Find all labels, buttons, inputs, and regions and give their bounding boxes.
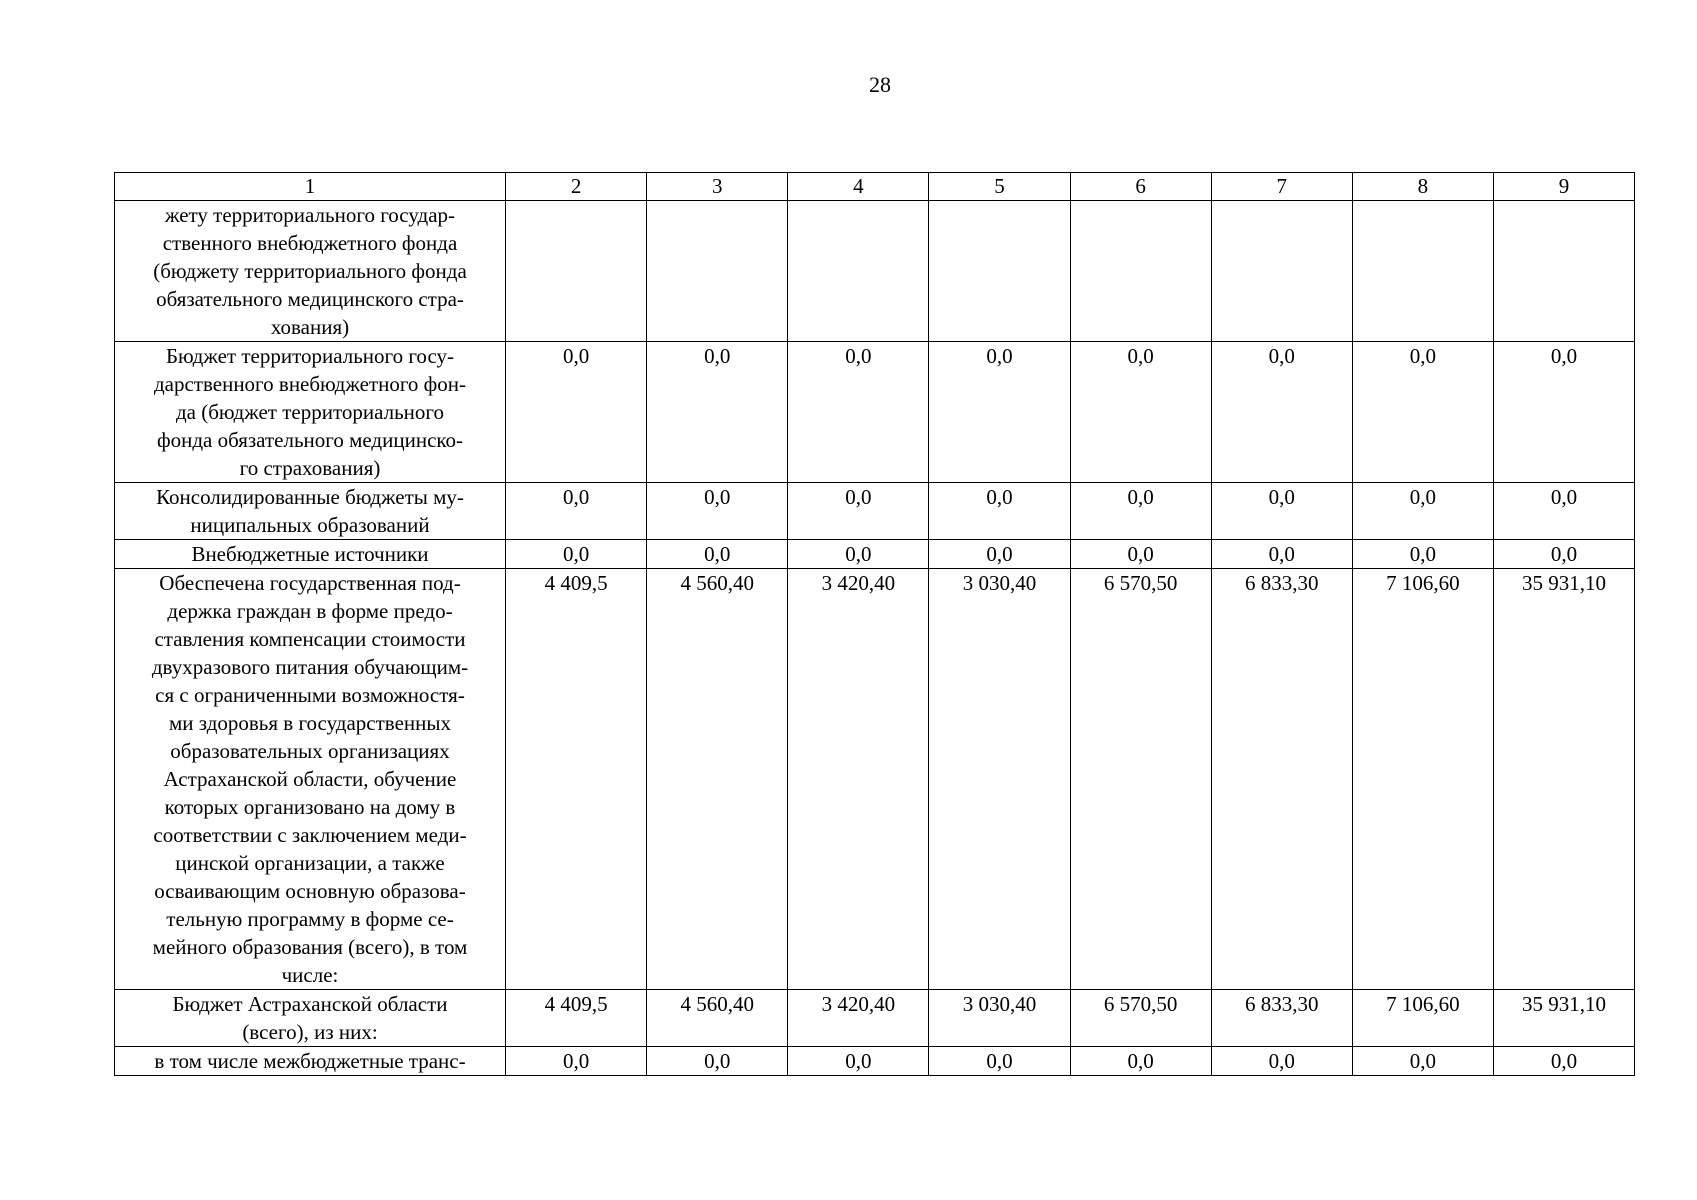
table-row [115, 990, 1635, 1047]
value-cell: 7 106,60 [1352, 990, 1493, 1047]
value-cell: 0,0 [929, 1047, 1070, 1076]
value-cell: 0,0 [1493, 1047, 1634, 1076]
value-cell: 0,0 [647, 342, 788, 483]
value-cell: 0,0 [506, 483, 647, 540]
value-cell: 3 030,40 [929, 569, 1070, 990]
value-cell: 35 931,10 [1493, 569, 1634, 990]
budget-table [114, 172, 1635, 1076]
value-cell: 0,0 [1352, 483, 1493, 540]
row-label-cell: в том числе межбюджетные транс- [115, 1047, 506, 1076]
value-cell: 0,0 [647, 483, 788, 540]
table-row [115, 1047, 1635, 1076]
value-cell: 35 931,10 [1493, 990, 1634, 1047]
table-row [115, 342, 1635, 483]
value-cell: 0,0 [1493, 540, 1634, 569]
value-cell: 0,0 [788, 342, 929, 483]
value-cell: 0,0 [1211, 342, 1352, 483]
value-cell: 0,0 [1070, 540, 1211, 569]
value-cell: 4 409,5 [506, 569, 647, 990]
value-cell: 0,0 [1211, 1047, 1352, 1076]
row-label-cell: Бюджет Астраханской области (всего), из них: [115, 990, 506, 1047]
value-cell [1070, 201, 1211, 342]
table-header-row [115, 173, 1635, 201]
value-cell: 0,0 [506, 1047, 647, 1076]
value-cell: 6 570,50 [1070, 569, 1211, 990]
row-label-cell: Бюджет территориального госу- дарственного внебюджетного фон- да (бюджет территориального фонда обязательного медицинско- го страхования) [115, 342, 506, 483]
value-cell: 0,0 [1493, 342, 1634, 483]
value-cell: 0,0 [929, 342, 1070, 483]
row-label-cell: жету территориального государ- ственного внебюджетного фонда (бюджету территориального фонда обязательного медицинского стра- хования) [115, 201, 506, 342]
column-number-header: 4 [788, 173, 929, 201]
value-cell [647, 201, 788, 342]
value-cell: 7 106,60 [1352, 569, 1493, 990]
value-cell: 6 833,30 [1211, 569, 1352, 990]
column-number-header: 1 [115, 173, 506, 201]
value-cell [1352, 201, 1493, 342]
value-cell: 0,0 [1211, 483, 1352, 540]
value-cell: 4 560,40 [647, 990, 788, 1047]
value-cell: 0,0 [1070, 483, 1211, 540]
value-cell: 0,0 [506, 342, 647, 483]
value-cell: 0,0 [1352, 540, 1493, 569]
value-cell: 0,0 [647, 540, 788, 569]
row-label-cell: Внебюджетные источники [115, 540, 506, 569]
value-cell: 0,0 [506, 540, 647, 569]
value-cell [788, 201, 929, 342]
value-cell: 0,0 [1352, 342, 1493, 483]
value-cell [1211, 201, 1352, 342]
column-number-header: 6 [1070, 173, 1211, 201]
value-cell [1493, 201, 1634, 342]
table-row [115, 569, 1635, 990]
value-cell: 3 420,40 [788, 990, 929, 1047]
value-cell: 0,0 [929, 483, 1070, 540]
column-number-header: 7 [1211, 173, 1352, 201]
value-cell: 0,0 [1352, 1047, 1493, 1076]
value-cell: 4 409,5 [506, 990, 647, 1047]
column-number-header: 5 [929, 173, 1070, 201]
value-cell: 3 030,40 [929, 990, 1070, 1047]
row-label-cell: Обеспечена государственная под- держка граждан в форме предо- ставления компенсации стоимости двухразового питания обучающим- ся с ограниченными возможностя- ми здоровья в государственных образовательных организациях Астраханской области, обучение которых организовано на дому в соответствии с заключением меди- цинской организации, а также осваивающим основную образова- тельную программу в форме се- мейного образования (всего), в том числе: [115, 569, 506, 990]
value-cell: 3 420,40 [788, 569, 929, 990]
value-cell: 0,0 [647, 1047, 788, 1076]
value-cell: 6 833,30 [1211, 990, 1352, 1047]
value-cell: 6 570,50 [1070, 990, 1211, 1047]
page-number: 28 [869, 72, 891, 97]
row-label-cell: Консолидированные бюджеты му- ниципальных образований [115, 483, 506, 540]
value-cell: 0,0 [1493, 483, 1634, 540]
value-cell: 4 560,40 [647, 569, 788, 990]
value-cell: 0,0 [929, 540, 1070, 569]
table-row [115, 201, 1635, 342]
column-number-header: 8 [1352, 173, 1493, 201]
value-cell: 0,0 [788, 483, 929, 540]
value-cell [929, 201, 1070, 342]
column-number-header: 2 [506, 173, 647, 201]
table-row [115, 483, 1635, 540]
value-cell: 0,0 [788, 540, 929, 569]
column-number-header: 9 [1493, 173, 1634, 201]
table-row [115, 540, 1635, 569]
value-cell: 0,0 [788, 1047, 929, 1076]
value-cell: 0,0 [1070, 342, 1211, 483]
column-number-header: 3 [647, 173, 788, 201]
value-cell: 0,0 [1070, 1047, 1211, 1076]
value-cell [506, 201, 647, 342]
value-cell: 0,0 [1211, 540, 1352, 569]
